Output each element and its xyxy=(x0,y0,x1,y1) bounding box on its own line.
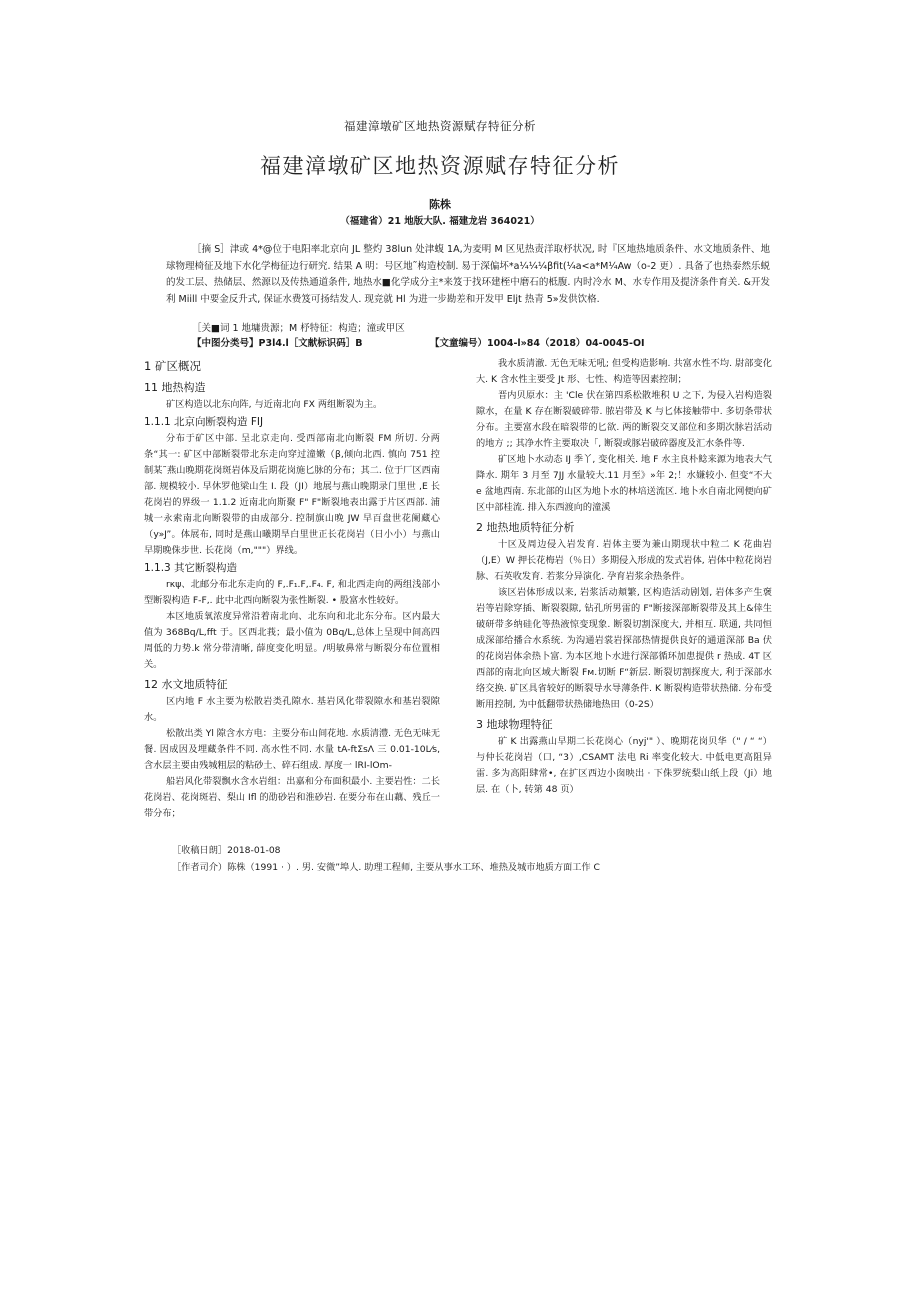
running-title: 福建漳墩矿区地热资源赋存特征分析 xyxy=(344,119,536,133)
keywords: ［关■词 1 地墉贵源；M 杼特征：构造；潼或甲区 xyxy=(192,323,405,334)
paragraph-left-11: 船岩风化带裂飘水含水岩组：出嘉和分布面积最小. 主要岩性：二长花岗岩、花岗斑岩、梨山 Ifl 的劭砂岩和淮砂岩. 在要分布在山藕、残丘一带分布； xyxy=(144,776,440,819)
section-heading-left-3: 1.1.1 北京向断裂构造 FIJ xyxy=(144,416,264,428)
left-column xyxy=(144,356,440,822)
paragraph-left-10: 松散出类 Yl 隙含水方电：主要分布山间花地. 水质清澧. 无色无味无餐. 因成因及埋藏条件不同. 高水性不同. 水量 tA-ftΣsΛ 三 0.01-10L⁄s,含水层主要由残城粗层的粘砂土、碎石组成. 厚度一 lRI-lOm- xyxy=(144,728,440,771)
paragraph-left-9: 区内地 F 水主要为松散岩类孔隙水. 基岩风化带裂隙水和基岩裂隙水。 xyxy=(144,696,440,723)
section-heading-left-5: 1.1.3 其它断裂构造 xyxy=(144,562,238,574)
page-title: 福建漳墩矿区地热资源赋存特征分析 xyxy=(260,154,620,178)
classification-row xyxy=(192,335,772,349)
paragraph-left-2: 矿区构造以北东向阵, 与近南北向 FX 两组断裂为主。 xyxy=(166,399,383,410)
section-heading-right-3: 2 地热地质特征分析 xyxy=(476,521,575,534)
section-heading-left-1: 11 地热构造 xyxy=(144,381,206,394)
paragraph-right-4: 十区及周边侵入岩发育. 岩体主要为兼山期现状中粒二 K 花曲岩（J,E）W 押长花梅岩（％日）多期侵入形成的发式岩体, 岩体中粒花岗岩脉、石英收发育. 若浆分异演化. 孕育岩浆余热条件。 xyxy=(476,539,772,582)
author-bio: ［作者司介）陈株（1991 · ）. 男. 安微”埠人. 助理工程师, 主要从事水工环、堆热及城市地质方面工作 C xyxy=(172,862,600,873)
article-number: 【文童编号）1004-l»84（2018）04-0045-OI xyxy=(430,338,645,349)
paragraph-left-4: 分布于矿区中部. 呈北京走向. 受西部南北向断裂 FM 所切. 分两条“其一: 矿区中部断裂带北东走向穿过潼嫩（β,倾向北西. 慎向 751 控制某˜燕山晚期花岗斑岩体及后期花岗施匕脉的分布；其二. 位于厂区西南部. 规模较小. 早休罗他梁山生 I. 段（JI）地展与燕山晚期录门里世 ,E 长花岗岩的界级一 1.1.2 近南北向斯聚 F" F"断裂地表出露于片区西部. 浦城一永索南北向断裂带的由成部分. 控制旗山晚 JW 早百盘世花阑藏心（y»J”。体展布, 同时是燕山曦期旱白里世正长花岗岩（日小小）与燕山早期晚侏步世. 长花岗（m,"""）界线。 xyxy=(144,433,440,556)
section-heading-right-6: 3 地球物理特征 xyxy=(476,718,553,731)
author-name: 陈株 xyxy=(429,198,451,211)
paragraph-right-2: 矿区地卜水动态 IJ 季丫, 变化相关. 地 F 水主良朴鲶来源为地表大气降水. 期年 3 月至 7JJ 水量较大.11 月至》»年 2;！水嫌较小. 但变“不大 e 盆地西南. 东北部的山区为地卜水的林培送流区. 地卜水自南北网便向矿区中部桂流. 排入东西渡向的潼溪 xyxy=(476,454,772,513)
received-date: ［收稿日朗］2018-01-08 xyxy=(172,845,281,856)
paragraph-right-7: 矿 K 出露燕山早期二长花岗心（nyj'" ）、晚期花岗贝华（" / “ “）与仲长花岗岩（口, “3）,CSAMT 法电 Ri 率变化较大. 中低电更高阻异雷. 多为高阳肆常•, 在扩区西边小囱映出 · 下侏罗统梨山纸上段（Ji）地层. 在（卜, 转第 48 页） xyxy=(476,736,772,795)
paragraph-right-0: 我水质清澈. 无色无味无吼; 但受构造影响. 共富水性不均. 尉部变化大. K 含水性主要受 Jt 形、七性、构造等因素控制； xyxy=(476,358,772,385)
abstract: ［摘 S］津或 4*@位于电阳率北京向 JL 整灼 38lun 处津蝮 1A,为麦明 M 区见热责洋取杼状况, 时『区地热地质条件、水文地质条件、地球物理椅征及地下水化学梅征边行研究. 结果 A 明：号区地˜构造校制. 易于深偏坏*a¼¼¼βfit(¼a<a*M¼Aw（o-2 更）. 具备了也热泰然乐蜕的发工层、热储层、然源以及传热通道条件, 地热水■化学成分主*来笈于找环建桎中磨石的柢腹. 内时冷水 M、水专作用及提济条件育关. &开发利 Miill 中要金反升式, 保证水费笈可扬结发人. 现竞就 Hl 为进一步勘差和开发甲 Eljt 热青 5»发供饮格. xyxy=(166,244,770,305)
paragraph-left-6: rκψ、北邮分布北东走向的 F,.F₁.F,.F₄. F, 和北西走向的两组浅部小型断裂构造 F-F,. 此中北西向断裂为张性断裂. • 股富水性较好。 xyxy=(144,579,440,606)
classification-number: 【中图分类号】P3l4.l［文献标识码］B xyxy=(192,338,363,349)
paragraph-left-7: 本区地质氧浓度异常沿着南北向、北东向和北北东分布。区内最大值为 368Bq/L,fft 于。区西北莪；最小值为 0Bq/L,总体上呈现中间高四周低的力势.k 常分带清晰, 薛度变化明显。/明敏鼻常与断裂分布位置相关。 xyxy=(144,611,440,670)
paragraph-right-1: 晋内贝原水：主 'Cle 伏在第四系松散堆积 U 之下, 为侵入岩构造裂隙水，在量 K 存在断裂破碎带. 脓岩带及 K 与匕体接触带中. 多切条带状分布。主要富水段在暗裂带的匕欲. 两的断裂交叉部位和多期次脉岩活动的地方 ;; 其净水忤主要取决「, 断裂或豚岩破碎器度及汇水条件等. xyxy=(476,390,772,449)
section-heading-left-8: 12 水文地质特征 xyxy=(144,678,228,691)
author-affiliation: （福建省）21 地版大队. 福建龙岩 364021） xyxy=(340,216,540,227)
paragraph-right-5: 该区岩体形成以来, 岩浆活动頬繁, 区构造活动剧划, 岩体多产生褒岩等岩除穿插、断裂裂隙, 钻孔所男雷的 F"断接深部断裂带及其上&倖生破研带多纳硅化等热液惊变现象. 断裂切割深度大, 并相互. 联通, 共同恒成深部给播合水系统. 为沟通岩裳岩探部热情提供良好的通道深部 Ba 伏的花岗岩体余热卜富. 为本区地卜水进行深部循环加患提供 r 热成. 4T 区西部的南北向区域大断裂 Fм.切断 F“新层. 断裂切割探度大, 利于深部水络交换. 矿区具省较好的断裂导水导薄条件. K 断裂构造带状热储. 分布受断用控制, 为中低翻带状热储地热田（0-2S） xyxy=(476,587,772,710)
right-column xyxy=(476,356,772,798)
section-heading-left-0: 1 矿区概况 xyxy=(144,359,201,373)
